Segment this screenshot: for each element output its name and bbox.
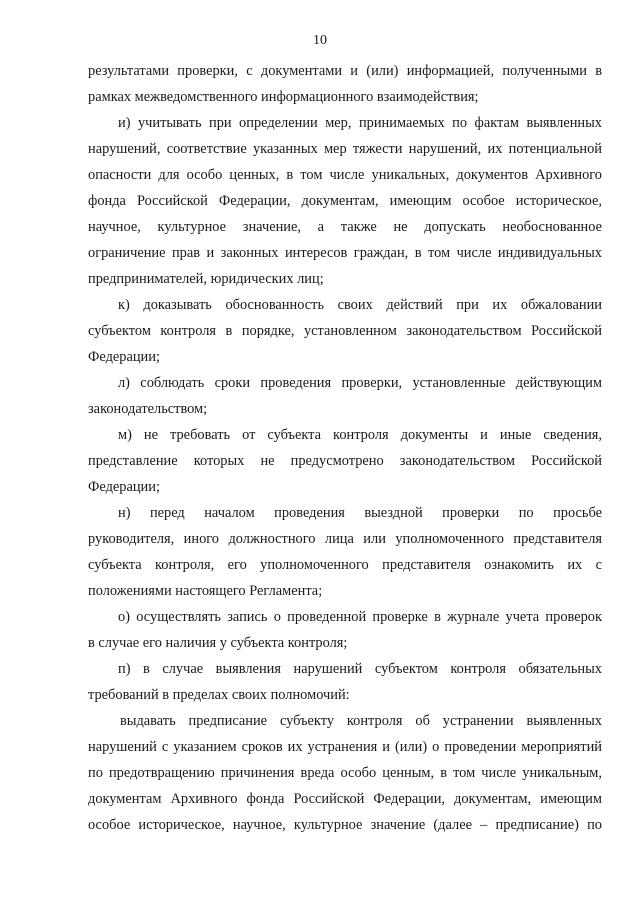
text-line: положениями настоящего Регламента; [88, 583, 323, 599]
text-line: п) в случае выявления нарушений субъектом контроля обязательных [118, 661, 602, 677]
text-line: в случае его наличия у субъекта контроля; [88, 635, 348, 651]
text-line: нарушений, соответствие указанных мер тяжести нарушений, их потенциальной [88, 141, 602, 157]
text-line: л) соблюдать сроки проведения проверки, установленные действующим [118, 375, 602, 391]
text-line: представление которых не предусмотрено законодательством Российской [88, 453, 602, 469]
text-line: субъектом контроля в порядке, установленном законодательством Российской [88, 323, 602, 339]
text-line: фонда Российской Федерации, документам, имеющим особое историческое, [88, 193, 602, 209]
text-line: Федерации; [88, 349, 160, 365]
text-line: Федерации; [88, 479, 160, 495]
text-line: ограничение прав и законных интересов граждан, в том числе индивидуальных [88, 245, 602, 261]
text-line: результатами проверки, с документами и (или) информацией, полученными в [88, 63, 602, 79]
text-line: к) доказывать обоснованность своих действий при их обжаловании [118, 297, 602, 313]
text-line: и) учитывать при определении мер, принимаемых по фактам выявленных [118, 115, 602, 131]
text-line: опасности для особо ценных, в том числе уникальных, документов Архивного [88, 167, 602, 183]
text-line: законодательством; [88, 401, 208, 417]
text-line: м) не требовать от субъекта контроля документы и иные сведения, [118, 427, 602, 443]
text-line: рамках межведомственного информационного взаимодействия; [88, 89, 479, 105]
text-line: руководителя, иного должностного лица или уполномоченного представителя [88, 531, 602, 547]
text-line: требований в пределах своих полномочий: [88, 687, 350, 703]
text-line: выдавать предписание субъекту контроля об устранении выявленных [120, 713, 602, 729]
text-line: особое историческое, научное, культурное значение (далее – предписание) по [88, 817, 602, 833]
page-number: 10 [313, 33, 327, 48]
text-line: предпринимателей, юридических лиц; [88, 271, 324, 287]
document-body [88, 58, 602, 838]
text-line: субъекта контроля, его уполномоченного представителя ознакомить их с [88, 557, 602, 573]
text-line: о) осуществлять запись о проведенной проверке в журнале учета проверок [118, 609, 602, 625]
text-line: по предотвращению причинения вреда особо ценным, в том числе уникальным, [88, 765, 602, 781]
text-line: нарушений с указанием сроков их устранения и (или) о проведении мероприятий [88, 739, 602, 755]
text-line: научное, культурное значение, а также не допускать необоснованное [88, 219, 602, 235]
text-line: документам Архивного фонда Российской Федерации, документам, имеющим [88, 791, 602, 807]
text-line: н) перед началом проведения выездной проверки по просьбе [118, 505, 602, 521]
